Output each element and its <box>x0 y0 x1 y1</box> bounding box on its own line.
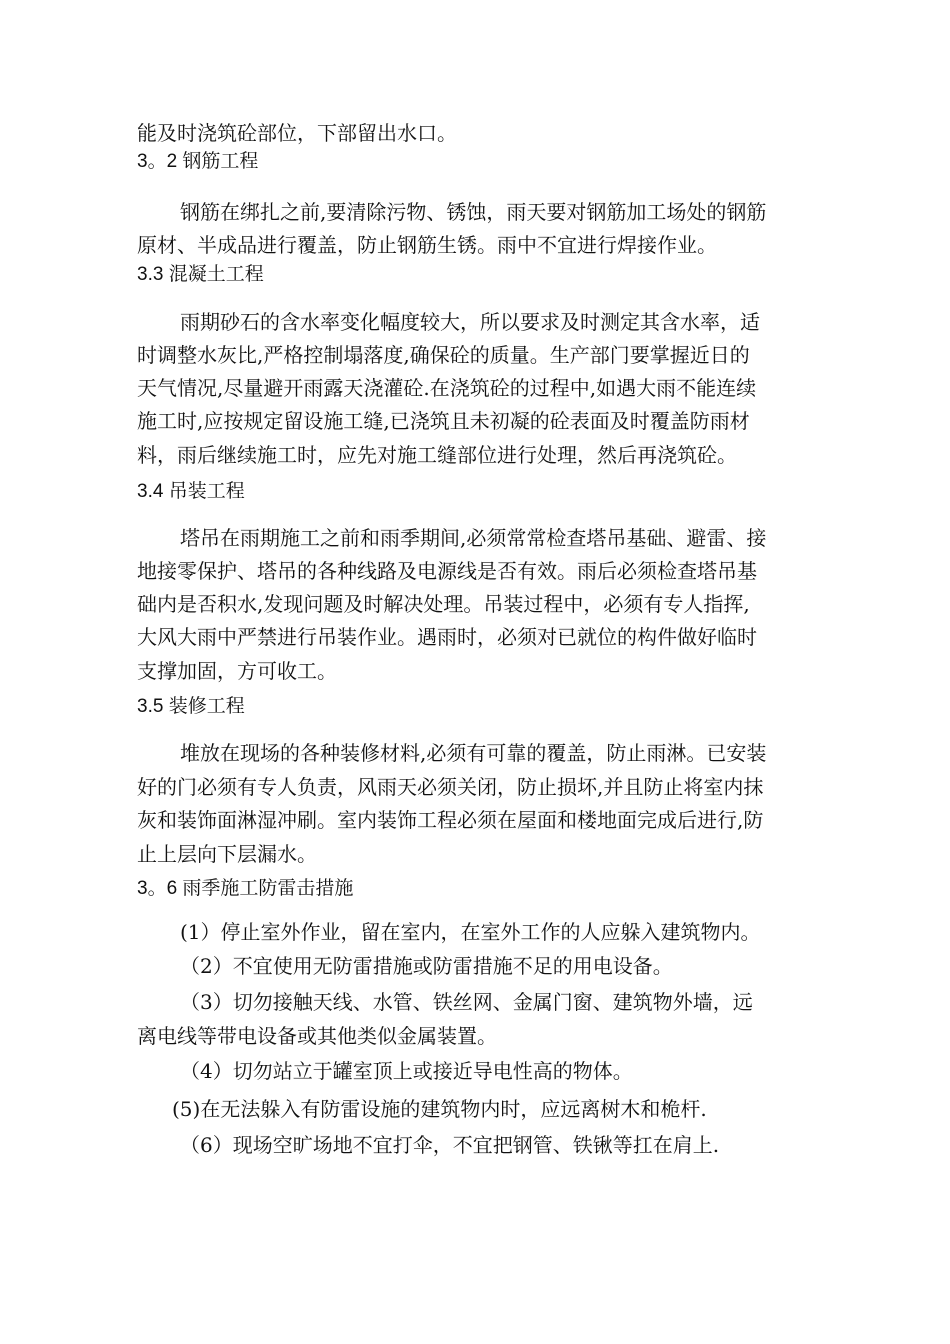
list-item: （4）切勿站立于罐室顶上或接近导电性高的物体。 <box>180 1059 633 1083</box>
paragraph-line: 堆放在现场的各种装修材料,必须有可靠的覆盖，防止雨淋。已安装 <box>180 741 767 765</box>
paragraph-line: 塔吊在雨期施工之前和雨季期间,必须常常检查塔吊基础、避雷、接 <box>180 526 767 550</box>
list-item: (1）停止室外作业，留在室内，在室外工作的人应躲入建筑物内。 <box>180 920 761 944</box>
intro-line: 能及时浇筑砼部位，下部留出水口。 <box>137 121 457 145</box>
paragraph-line: 雨期砂石的含水率变化幅度较大，所以要求及时测定其含水率，适 <box>180 310 760 334</box>
section-heading-3-3: 3.3 混凝土工程 <box>137 264 264 285</box>
paragraph-line: 大风大雨中严禁进行吊装作业。遇雨时，必须对已就位的构件做好临时 <box>137 625 757 649</box>
paragraph-line: 灰和装饰面淋湿冲刷。室内装饰工程必须在屋面和楼地面完成后进行,防 <box>137 808 764 832</box>
paragraph-line: 钢筋在绑扎之前,要清除污物、锈蚀，雨天要对钢筋加工场处的钢筋 <box>180 200 767 224</box>
paragraph-line: 础内是否积水,发现问题及时解决处理。吊装过程中，必须有专人指挥, <box>137 592 750 616</box>
paragraph-line: 止上层向下层漏水。 <box>137 842 317 866</box>
list-item: （6）现场空旷场地不宜打伞，不宜把钢管、铁锹等扛在肩上. <box>180 1133 720 1157</box>
paragraph-line: 天气情况,尽量避开雨露天浇灌砼.在浇筑砼的过程中,如遇大雨不能连续 <box>137 376 757 400</box>
paragraph-line: 地接零保护、塔吊的各种线路及电源线是否有效。雨后必须检查塔吊基 <box>137 559 757 583</box>
paragraph-line: 支撑加固，方可收工。 <box>137 659 337 683</box>
list-item: （3）切勿接触天线、水管、铁丝网、金属门窗、建筑物外墙，远 <box>180 990 753 1014</box>
paragraph-line: 时调整水灰比,严格控制塌落度,确保砼的质量。生产部门要掌握近日的 <box>137 343 750 367</box>
list-item-continuation: 离电线等带电设备或其他类似金属装置。 <box>137 1024 497 1048</box>
list-item: (5)在无法躲入有防雷设施的建筑物内时，应远离树木和桅杆. <box>172 1097 707 1121</box>
paragraph-line: 施工时,应按规定留设施工缝,已浇筑且未初凝的砼表面及时覆盖防雨材 <box>137 409 750 433</box>
section-heading-3-4: 3.4 吊装工程 <box>137 481 245 502</box>
paragraph-line: 好的门必须有专人负责，风雨天必须关闭，防止损坏,并且防止将室内抹 <box>137 775 764 799</box>
paragraph-line: 原材、半成品进行覆盖，防止钢筋生锈。雨中不宜进行焊接作业。 <box>137 233 717 257</box>
section-heading-3-2: 3。2 钢筋工程 <box>137 151 259 172</box>
paragraph-line: 料，雨后继续施工时，应先对施工缝部位进行处理，然后再浇筑砼。 <box>137 443 737 467</box>
section-heading-3-5: 3.5 装修工程 <box>137 696 245 717</box>
section-heading-3-6: 3。6 雨季施工防雷击措施 <box>137 878 354 899</box>
list-item: （2）不宜使用无防雷措施或防雷措施不足的用电设备。 <box>180 954 673 978</box>
